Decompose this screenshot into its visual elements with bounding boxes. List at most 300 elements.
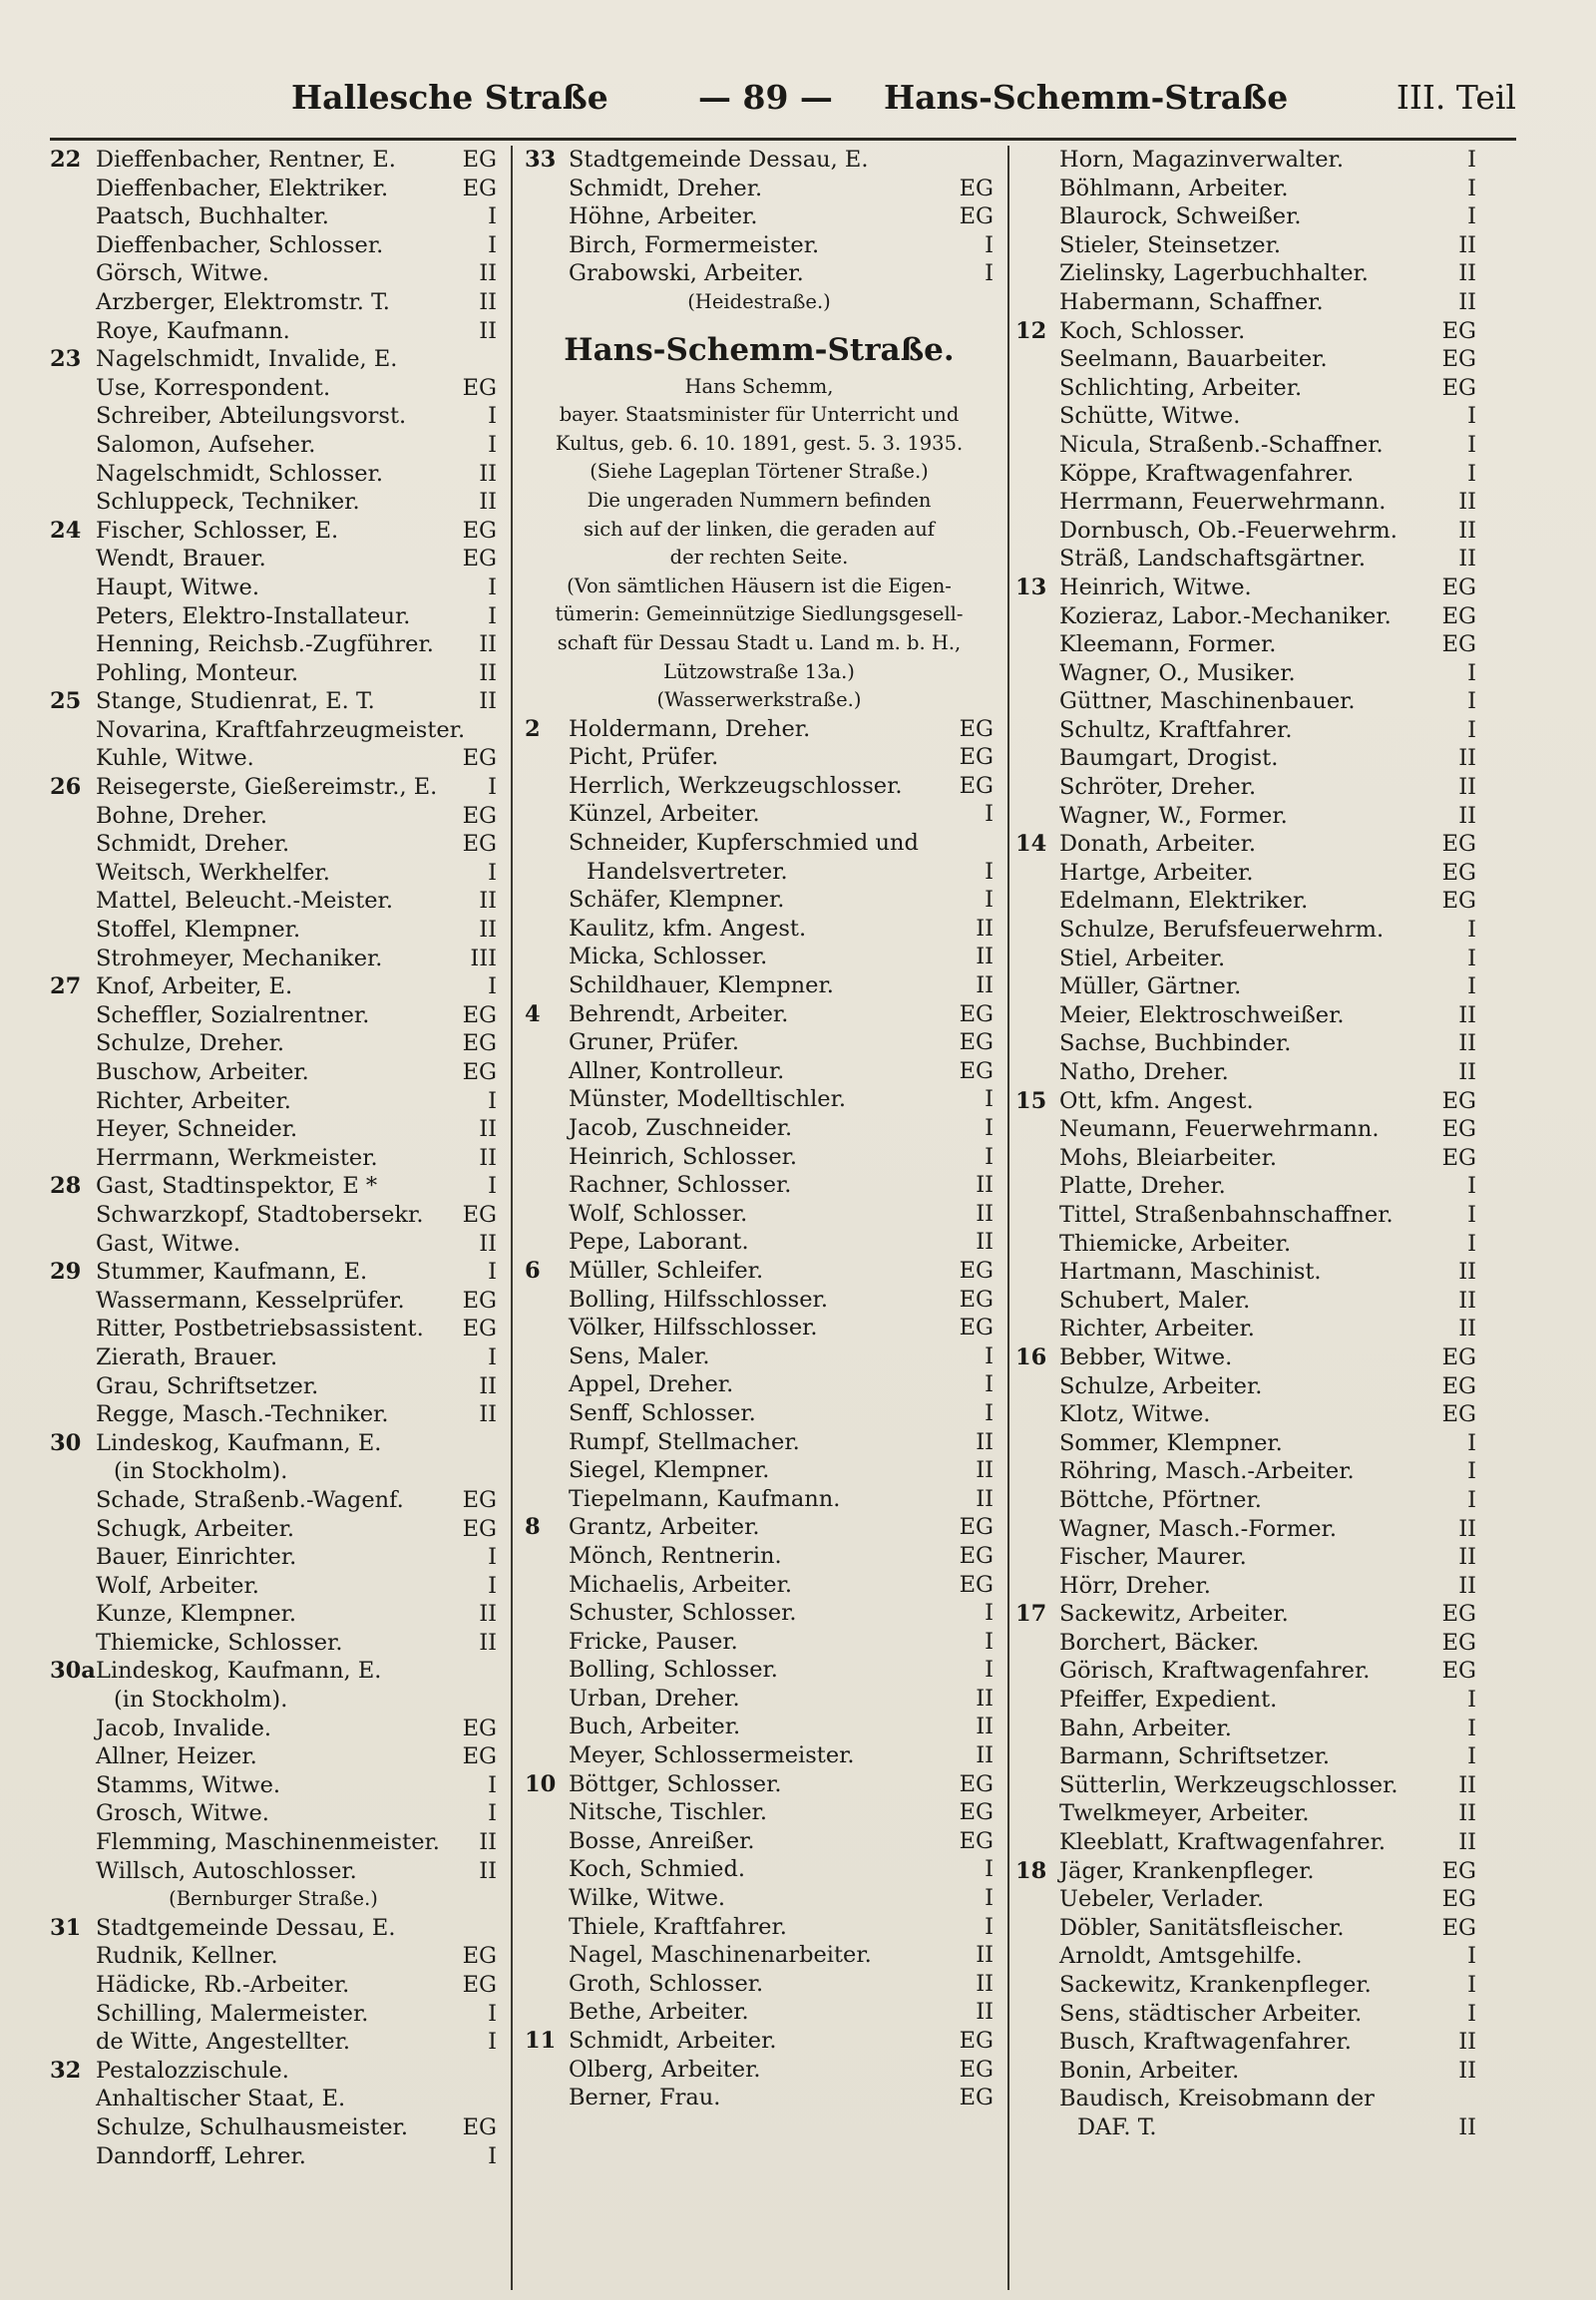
directory-entry <box>1015 2000 1476 2029</box>
resident-name: Scheffler, Sozialrentner. <box>96 1001 370 1028</box>
resident-name: Novarina, Kraftfahrzeugmeister. <box>96 716 466 743</box>
directory-entry <box>50 517 497 546</box>
floor-label: EG <box>462 1201 497 1228</box>
directory-entry <box>525 971 994 1000</box>
directory-entry <box>50 1543 497 1572</box>
floor-label: EG <box>959 203 994 230</box>
resident-name: Twelkmeyer, Arbeiter. <box>1059 1800 1310 1827</box>
resident-name: Müller, Gärtner. <box>1059 973 1242 1000</box>
directory-entry <box>1015 574 1476 602</box>
resident-name: Donath, Arbeiter. <box>1059 831 1257 858</box>
directory-entry <box>50 2000 497 2029</box>
floor-label: I <box>488 403 497 430</box>
directory-entry <box>525 1855 994 1884</box>
floor-label: I <box>985 1856 994 1883</box>
directory-entry <box>525 1314 994 1342</box>
directory-entry <box>1015 1515 1476 1544</box>
directory-entry <box>1015 1629 1476 1658</box>
floor-label: II <box>479 489 497 516</box>
directory-entry <box>1015 1486 1476 1515</box>
floor-label: I <box>1467 1429 1476 1456</box>
resident-name: Buschow, Arbeiter. <box>96 1059 309 1085</box>
directory-entry <box>1015 175 1476 203</box>
resident-name: Sens, städtischer Arbeiter. <box>1059 2000 1363 2027</box>
floor-label: I <box>1467 1743 1476 1770</box>
resident-name: Tittel, Straßenbahnschaffner. <box>1059 1201 1394 1228</box>
floor-label: II <box>1458 1572 1476 1599</box>
resident-name: Wassermann, Kesselprüfer. <box>96 1287 405 1314</box>
floor-label: II <box>976 1999 994 2026</box>
floor-label: II <box>479 1401 497 1428</box>
directory-entry <box>50 1287 497 1316</box>
resident-name: Dieffenbacher, Schlosser. <box>96 231 384 258</box>
floor-label: EG <box>1441 1629 1476 1656</box>
floor-label: II <box>1458 2057 1476 2084</box>
resident-name: Bethe, Arbeiter. <box>569 1999 749 2026</box>
resident-name: Schuster, Schlosser. <box>569 1600 797 1627</box>
directory-entry <box>50 1971 497 2000</box>
floor-label: II <box>1458 546 1476 573</box>
directory-entry <box>525 1998 994 2027</box>
directory-entry <box>1015 1029 1476 1058</box>
directory-entry <box>50 1457 497 1486</box>
floor-label: II <box>1458 517 1476 544</box>
directory-entry <box>1015 1885 1476 1914</box>
floor-label: EG <box>959 1514 994 1541</box>
directory-entry <box>1015 1115 1476 1144</box>
directory-entry <box>525 1798 994 1827</box>
resident-name: Pestalozzischule. <box>96 2057 289 2084</box>
directory-entry <box>1015 1429 1476 1458</box>
directory-entry <box>525 1085 994 1114</box>
resident-name: Schmidt, Arbeiter. <box>569 2028 777 2054</box>
floor-label: EG <box>1441 1343 1476 1370</box>
directory-entry <box>525 1028 994 1057</box>
directory-entry <box>1015 1457 1476 1486</box>
floor-label: II <box>1458 1771 1476 1798</box>
floor-label: EG <box>1441 1857 1476 1884</box>
resident-name: Thiele, Kraftfahrer. <box>569 1913 787 1940</box>
directory-entry <box>1015 1230 1476 1259</box>
floor-label: EG <box>959 1827 994 1854</box>
resident-name: Birch, Formermeister. <box>569 231 820 258</box>
resident-name: Schröter, Dreher. <box>1059 774 1257 801</box>
resident-name: Bolling, Schlosser. <box>569 1657 778 1684</box>
resident-name: Busch, Kraftwagenfahrer. <box>1059 2029 1352 2056</box>
house-number: 13 <box>1015 574 1047 600</box>
resident-name: Wolf, Schlosser. <box>569 1200 748 1227</box>
column-divider <box>1007 146 1009 2290</box>
resident-name: Künzel, Arbeiter. <box>569 801 760 828</box>
floor-label: EG <box>1441 602 1476 629</box>
directory-entry <box>525 1970 994 1999</box>
floor-label: II <box>976 1229 994 1256</box>
directory-entry <box>50 1828 497 1857</box>
directory-entry <box>525 202 994 231</box>
note-line: (Wasserwerkstraße.) <box>656 688 862 712</box>
floor-label: EG <box>1441 831 1476 858</box>
resident-name: Herrmann, Werkmeister. <box>96 1144 378 1171</box>
floor-label: I <box>488 1343 497 1370</box>
resident-name: Bosse, Anreißer. <box>569 1827 755 1854</box>
directory-entry <box>1015 317 1476 346</box>
floor-label: III <box>470 945 497 971</box>
floor-label: I <box>985 1600 994 1627</box>
directory-entry <box>50 1857 497 1886</box>
resident-name: Siegel, Klempner. <box>569 1457 770 1484</box>
resident-name: Stoffel, Klempner. <box>96 917 301 944</box>
resident-name: Appel, Dreher. <box>569 1371 734 1398</box>
floor-label: EG <box>462 1943 497 1970</box>
floor-label: EG <box>462 831 497 858</box>
directory-entry <box>50 2142 497 2171</box>
directory-entry <box>525 1399 994 1428</box>
directory-entry <box>525 858 994 887</box>
directory-entry <box>50 773 497 802</box>
directory-entry <box>1015 1058 1476 1087</box>
resident-name: Richter, Arbeiter. <box>96 1087 291 1114</box>
resident-name: Wagner, Masch.-Former. <box>1059 1515 1337 1542</box>
resident-name: Paatsch, Buchhalter. <box>96 203 329 230</box>
directory-entry <box>50 231 497 260</box>
floor-label: I <box>985 801 994 828</box>
resident-name: (in Stockholm). <box>114 1687 288 1714</box>
resident-name: Böttger, Schlosser. <box>569 1770 782 1797</box>
directory-entry <box>525 1542 994 1571</box>
floor-label: II <box>976 1428 994 1455</box>
resident-name: Uebeler, Verlader. <box>1059 1886 1265 1913</box>
resident-name: Schade, Straßenb.-Wagenf. <box>96 1486 404 1513</box>
resident-name: Use, Korrespondent. <box>96 374 331 401</box>
directory-entry <box>50 574 497 602</box>
directory-entry <box>525 1428 994 1457</box>
resident-name: Hädicke, Rb.-Arbeiter. <box>96 1972 350 1998</box>
resident-name: Görisch, Kraftwagenfahrer. <box>1059 1658 1371 1685</box>
directory-entry <box>50 288 497 317</box>
directory-entry <box>525 743 994 772</box>
directory-entry <box>525 1884 994 1913</box>
resident-name: Ritter, Postbetriebsassistent. <box>96 1316 424 1342</box>
directory-entry <box>50 2057 497 2086</box>
directory-entry <box>525 1827 994 1856</box>
directory-entry <box>50 1486 497 1515</box>
floor-label: I <box>1467 945 1476 971</box>
floor-label: II <box>976 944 994 970</box>
floor-label: II <box>479 1230 497 1257</box>
note-line: Kultus, geb. 6. 10. 1891, gest. 5. 3. 1935. <box>555 431 964 455</box>
directory-entry <box>525 1770 994 1799</box>
house-number: 30a <box>50 1658 96 1685</box>
floor-label: II <box>479 1829 497 1856</box>
resident-name: Grau, Schriftsetzer. <box>96 1372 319 1399</box>
resident-name: Böttche, Pförtner. <box>1059 1486 1262 1513</box>
resident-name: Wagner, W., Former. <box>1059 802 1288 829</box>
directory-entry <box>525 2056 994 2085</box>
directory-entry <box>50 1058 497 1087</box>
resident-name: Görsch, Witwe. <box>96 260 269 287</box>
directory-entry <box>1015 259 1476 288</box>
floor-label: II <box>1458 2113 1476 2140</box>
directory-entry <box>525 1685 994 1714</box>
floor-label: II <box>1458 260 1476 287</box>
directory-entry <box>50 1258 497 1287</box>
floor-label: I <box>488 859 497 886</box>
floor-label: EG <box>959 1770 994 1797</box>
floor-label: II <box>1458 774 1476 801</box>
resident-name: Bohne, Dreher. <box>96 802 268 829</box>
directory-entry <box>50 945 497 973</box>
resident-name: Sens, Maler. <box>569 1342 710 1369</box>
resident-name: Kleeblatt, Kraftwagenfahrer. <box>1059 1829 1387 1856</box>
resident-name: Olberg, Arbeiter. <box>569 2056 761 2083</box>
directory-entry <box>1015 1686 1476 1715</box>
directory-entry <box>1015 1971 1476 2000</box>
floor-label: II <box>1458 1059 1476 1085</box>
resident-name: Arzberger, Elektromstr. T. <box>96 288 390 315</box>
resident-name: Mohs, Bleiarbeiter. <box>1059 1144 1278 1171</box>
resident-name: Edelmann, Elektriker. <box>1059 888 1309 915</box>
resident-name: Lindeskog, Kaufmann, E. <box>96 1429 382 1456</box>
floor-label: I <box>985 1115 994 1141</box>
directory-entry <box>525 1456 994 1485</box>
directory-entry <box>50 1315 497 1343</box>
resident-name: Schneider, Kupferschmied und <box>569 830 919 857</box>
resident-name: Köppe, Kraftwagenfahrer. <box>1059 460 1355 487</box>
house-number: 12 <box>1015 317 1047 344</box>
resident-name: Bonin, Arbeiter. <box>1059 2057 1240 2084</box>
floor-label: II <box>479 1372 497 1399</box>
resident-name: Groth, Schlosser. <box>569 1970 764 1997</box>
floor-label: EG <box>959 715 994 742</box>
floor-label: EG <box>959 1057 994 1084</box>
floor-label: II <box>1458 1544 1476 1571</box>
floor-label: II <box>479 260 497 287</box>
floor-label: EG <box>959 1257 994 1284</box>
resident-name: Schultz, Kraftfahrer. <box>1059 716 1293 743</box>
directory-entry <box>1015 202 1476 231</box>
floor-label: II <box>479 1116 497 1143</box>
floor-label: II <box>479 460 497 487</box>
floor-label: EG <box>462 1030 497 1057</box>
directory-entry <box>50 1715 497 1743</box>
floor-label: II <box>1458 1800 1476 1827</box>
resident-name: Henning, Reichsb.-Zugführer. <box>96 631 434 658</box>
floor-label: II <box>1458 288 1476 315</box>
directory-entry <box>50 1029 497 1058</box>
resident-name: Platte, Dreher. <box>1059 1173 1226 1200</box>
directory-entry <box>525 1114 994 1143</box>
directory-entry <box>50 317 497 346</box>
house-number: 8 <box>525 1514 541 1541</box>
note-line: schaft für Dessau Stadt u. Land m. b. H., <box>557 630 962 654</box>
directory-entry <box>1015 716 1476 745</box>
resident-name: Hartmann, Maschinist. <box>1059 1259 1322 1286</box>
floor-label: I <box>1467 431 1476 458</box>
directory-entry <box>1015 916 1476 945</box>
resident-name: Danndorff, Lehrer. <box>96 2142 306 2169</box>
resident-name: Stadtgemeinde Dessau, E. <box>96 1914 396 1941</box>
directory-entry <box>1015 659 1476 688</box>
resident-name: de Witte, Angestellter. <box>96 2029 351 2056</box>
directory-entry <box>1015 1942 1476 1971</box>
directory-entry <box>1015 1400 1476 1429</box>
directory-entry <box>525 1571 994 1600</box>
resident-name: Borchert, Bäcker. <box>1059 1629 1260 1656</box>
directory-entry <box>1015 1287 1476 1316</box>
floor-label: EG <box>462 802 497 829</box>
floor-label: I <box>1467 403 1476 430</box>
floor-label: EG <box>462 2113 497 2140</box>
resident-name: Behrendt, Arbeiter. <box>569 1000 789 1027</box>
directory-entry <box>50 545 497 574</box>
floor-label: I <box>1467 1715 1476 1741</box>
directory-entry <box>525 829 994 858</box>
resident-name: Kunze, Klempner. <box>96 1601 297 1628</box>
directory-entry <box>1015 345 1476 374</box>
floor-label: II <box>479 1144 497 1171</box>
house-number: 31 <box>50 1914 82 1941</box>
resident-name: Mönch, Rentnerin. <box>569 1542 782 1569</box>
resident-name: Schäfer, Klempner. <box>569 887 785 914</box>
floor-label: II <box>976 1942 994 1969</box>
floor-label: I <box>488 203 497 230</box>
resident-name: Rudnik, Kellner. <box>96 1943 278 1970</box>
floor-label: I <box>488 2029 497 2056</box>
directory-entry <box>525 1257 994 1286</box>
house-number: 6 <box>525 1257 541 1284</box>
floor-label: II <box>479 288 497 315</box>
house-number: 25 <box>50 688 82 715</box>
floor-label: II <box>1458 1316 1476 1342</box>
floor-label: I <box>1467 2000 1476 2027</box>
resident-name: Schulze, Arbeiter. <box>1059 1372 1263 1399</box>
directory-entry <box>1015 1600 1476 1629</box>
directory-entry <box>1015 488 1476 517</box>
header-rule <box>50 138 1516 141</box>
directory-entry <box>50 916 497 945</box>
floor-label: I <box>488 1572 497 1599</box>
floor-label: EG <box>462 175 497 201</box>
directory-entry <box>50 431 497 460</box>
resident-name: Schütte, Witwe. <box>1059 403 1241 430</box>
directory-entry <box>525 1370 994 1399</box>
directory-entry <box>50 1001 497 1030</box>
directory-entry <box>50 744 497 773</box>
floor-label: I <box>488 1259 497 1286</box>
floor-label: EG <box>462 147 497 173</box>
directory-entry <box>1015 545 1476 574</box>
directory-entry <box>525 715 994 744</box>
floor-label: EG <box>959 1571 994 1598</box>
floor-label: EG <box>959 772 994 799</box>
resident-name: Rachner, Schlosser. <box>569 1172 792 1199</box>
directory-entry <box>50 2028 497 2057</box>
floor-label: I <box>488 973 497 1000</box>
directory-entry <box>1015 602 1476 631</box>
floor-label: EG <box>959 1799 994 1826</box>
running-header <box>291 78 1516 130</box>
floor-label: I <box>1467 973 1476 1000</box>
directory-entry <box>1015 431 1476 460</box>
floor-label: EG <box>462 1059 497 1085</box>
directory-entry <box>1015 1771 1476 1800</box>
floor-label: II <box>976 972 994 999</box>
column-1 <box>50 146 497 2170</box>
floor-label: II <box>479 1857 497 1884</box>
floor-label: II <box>1458 1030 1476 1057</box>
floor-label: I <box>488 774 497 801</box>
directory-entry <box>525 231 994 260</box>
directory-entry <box>1015 1001 1476 1030</box>
resident-name: Schluppeck, Techniker. <box>96 489 360 516</box>
directory-entry <box>525 1628 994 1657</box>
directory-entry <box>50 1799 497 1828</box>
floor-label: EG <box>1441 1658 1476 1685</box>
directory-entry <box>50 345 497 374</box>
resident-name: Schulze, Berufsfeuerwehrm. <box>1059 917 1385 944</box>
resident-name: Höhne, Arbeiter. <box>569 203 758 230</box>
directory-entry <box>525 146 994 175</box>
directory-entry <box>50 2085 497 2113</box>
directory-entry <box>50 402 497 431</box>
directory-entry <box>1015 2085 1476 2113</box>
house-number: 14 <box>1015 831 1047 858</box>
directory-entry <box>525 772 994 801</box>
directory-entry <box>50 2113 497 2142</box>
resident-name: Dieffenbacher, Rentner, E. <box>96 147 396 173</box>
resident-name: Ott, kfm. Angest. <box>1059 1087 1254 1114</box>
floor-label: II <box>976 1742 994 1769</box>
resident-name: Sütterlin, Werkzeugschlosser. <box>1059 1771 1398 1798</box>
resident-name: Röhring, Masch.-Arbeiter. <box>1059 1458 1355 1485</box>
floor-label: I <box>1467 716 1476 743</box>
floor-label: I <box>1467 460 1476 487</box>
directory-entry <box>1015 830 1476 859</box>
resident-name: Schulze, Schulhausmeister. <box>96 2113 408 2140</box>
resident-name: Horn, Magazinverwalter. <box>1059 147 1344 173</box>
note-line: (Von sämtlichen Häusern ist die Eigen- <box>567 574 952 597</box>
directory-entry <box>525 1171 994 1200</box>
resident-name: Pepe, Laborant. <box>569 1229 749 1256</box>
floor-label: I <box>1467 1687 1476 1714</box>
floor-label: I <box>488 2142 497 2169</box>
resident-name: Baumgart, Drogist. <box>1059 745 1279 772</box>
directory-entry <box>1015 859 1476 888</box>
directory-entry <box>50 1629 497 1658</box>
directory-entry <box>1015 972 1476 1001</box>
resident-name: Münster, Modelltischler. <box>569 1086 847 1113</box>
header-street-right: Hans-Schemm-Straße <box>884 78 1289 117</box>
floor-label: I <box>985 1086 994 1113</box>
house-number: 11 <box>525 2028 557 2054</box>
directory-entry <box>1015 1144 1476 1173</box>
note-line: Die ungeraden Nummern befinden <box>587 488 932 512</box>
directory-entry <box>50 659 497 688</box>
resident-name: Natho, Dreher. <box>1059 1059 1229 1085</box>
directory-entry <box>50 1686 497 1715</box>
directory-entry <box>525 1713 994 1741</box>
resident-name: Holdermann, Dreher. <box>569 715 811 742</box>
resident-name: Strohmeyer, Mechaniker. <box>96 945 383 971</box>
floor-label: EG <box>1441 1401 1476 1428</box>
resident-name: Schmidt, Dreher. <box>96 831 290 858</box>
floor-label: EG <box>959 2028 994 2054</box>
floor-label: I <box>985 1342 994 1369</box>
resident-name: Sachse, Buchbinder. <box>1059 1030 1292 1057</box>
house-number: 15 <box>1015 1087 1047 1114</box>
floor-label: I <box>985 231 994 258</box>
floor-label: II <box>1458 1829 1476 1856</box>
